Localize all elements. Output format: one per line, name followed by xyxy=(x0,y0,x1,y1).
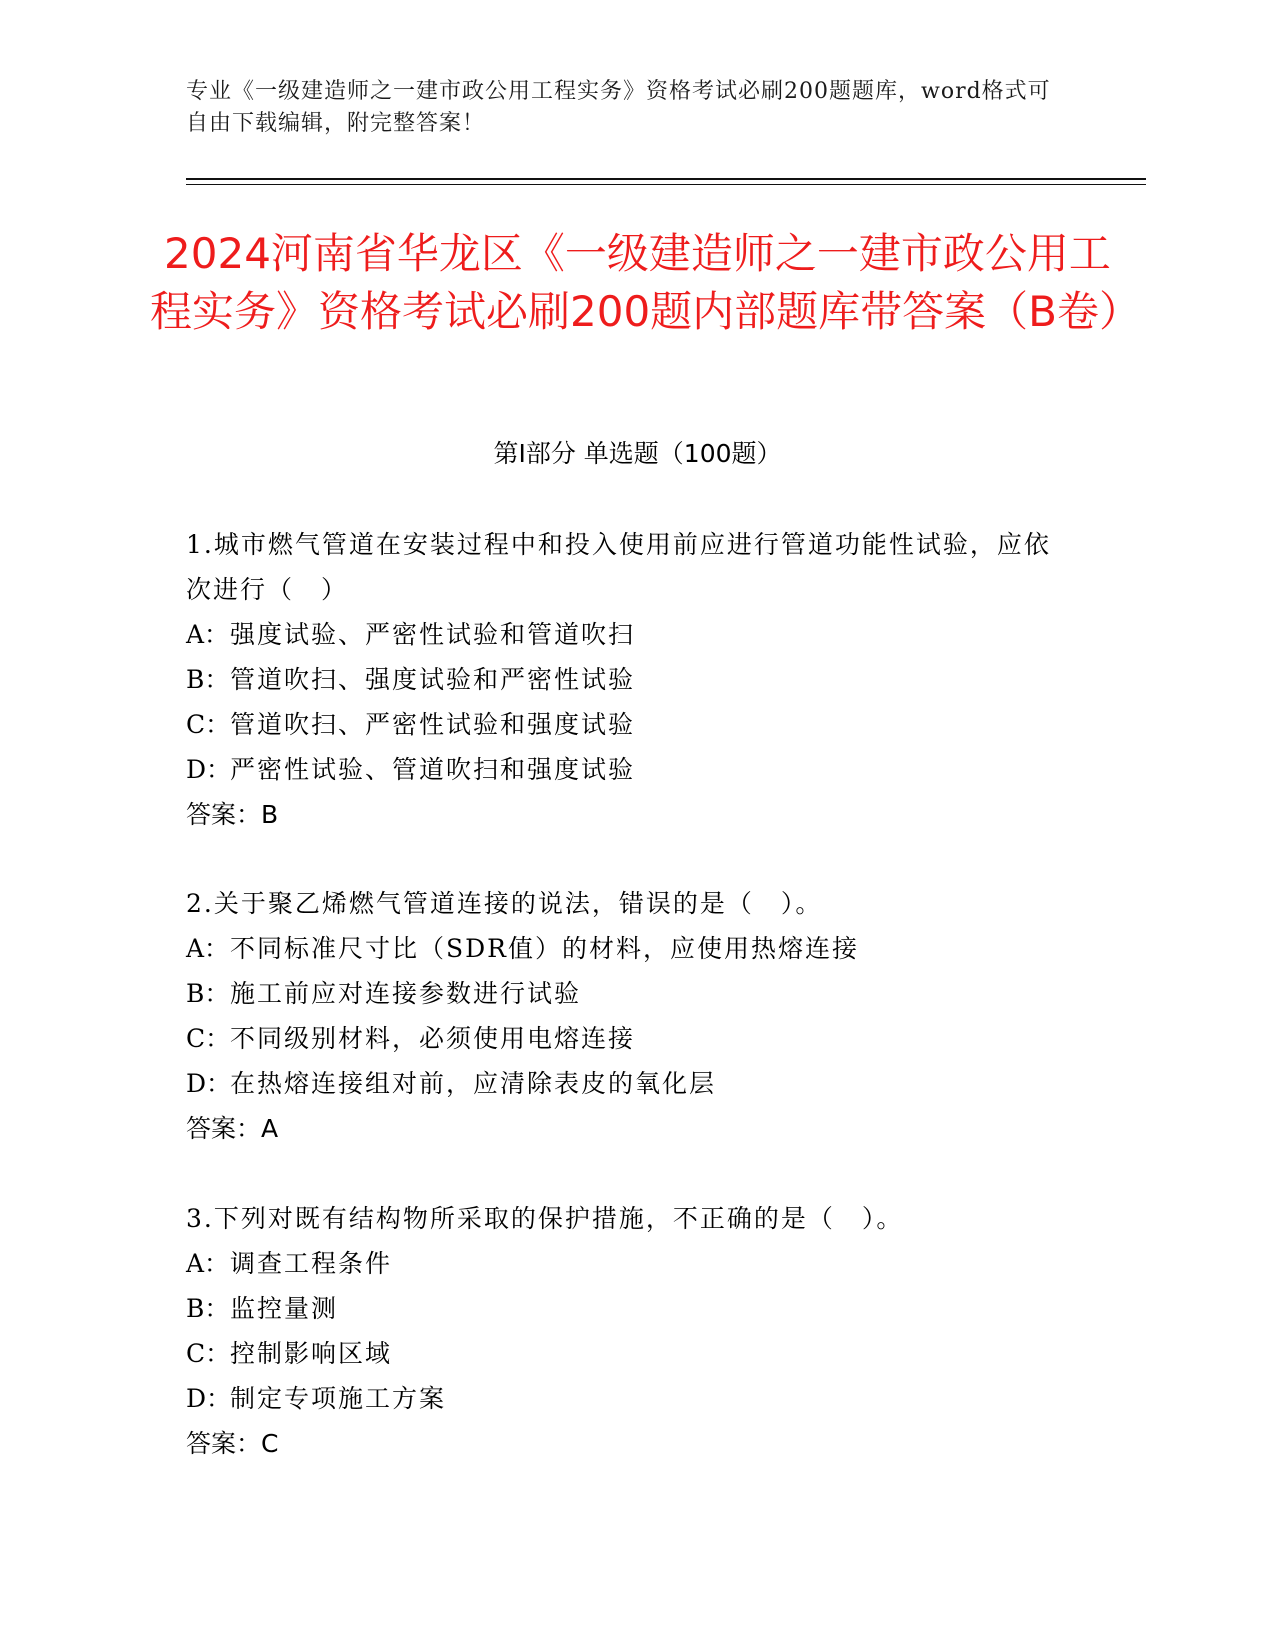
option-text: 严密性试验、管道吹扫和强度试验 xyxy=(230,755,636,784)
option-d xyxy=(186,747,1066,792)
option-key: C： xyxy=(186,710,231,739)
option-key: B： xyxy=(186,979,230,1008)
option-text: 制定专项施工方案 xyxy=(230,1384,447,1413)
option-text: 监控量测 xyxy=(230,1294,339,1323)
question-stem: 2.关于聚乙烯燃气管道连接的说法，错误的是（ ）。 xyxy=(186,889,823,918)
question-1 xyxy=(186,522,1066,837)
question-2 xyxy=(186,881,1066,1151)
option-text: 在热熔连接组对前，应清除表皮的氧化层 xyxy=(230,1069,717,1098)
answer-label: 答案： xyxy=(186,800,262,829)
option-c xyxy=(186,1016,1066,1061)
option-text: 调查工程条件 xyxy=(230,1249,393,1278)
question-stem: 1.城市燃气管道在安装过程中和投入使用前应进行管道功能性试验，应依次进行（ ） xyxy=(186,530,1051,604)
answer-label: 答案： xyxy=(186,1114,262,1143)
question-stem: 3.下列对既有结构物所采取的保护措施，不正确的是（ ）。 xyxy=(186,1204,904,1233)
option-key: A： xyxy=(186,934,230,963)
answer-line xyxy=(186,1421,1066,1466)
option-b xyxy=(186,657,1066,702)
option-a xyxy=(186,1241,1066,1286)
option-key: D： xyxy=(186,755,232,784)
option-c xyxy=(186,1331,1066,1376)
option-text: 管道吹扫、强度试验和严密性试验 xyxy=(230,665,636,694)
option-text: 施工前应对连接参数进行试验 xyxy=(230,979,582,1008)
section-heading: 第I部分 单选题（100题） xyxy=(493,439,782,468)
header-rule-thin xyxy=(186,184,1146,185)
option-key: C： xyxy=(186,1339,231,1368)
option-key: D： xyxy=(186,1384,232,1413)
option-b xyxy=(186,971,1066,1016)
option-d xyxy=(186,1061,1066,1106)
option-key: B： xyxy=(186,665,230,694)
answer-value: B xyxy=(261,800,279,829)
option-c xyxy=(186,702,1066,747)
option-d xyxy=(186,1376,1066,1421)
header-rule-thick xyxy=(186,178,1146,180)
option-text: 管道吹扫、严密性试验和强度试验 xyxy=(230,710,636,739)
option-text: 不同标准尺寸比（SDR值）的材料，应使用热熔连接 xyxy=(230,934,859,963)
option-key: A： xyxy=(186,620,230,649)
option-text: 强度试验、严密性试验和管道吹扫 xyxy=(230,620,636,649)
option-key: D： xyxy=(186,1069,232,1098)
option-text: 控制影响区域 xyxy=(230,1339,393,1368)
answer-line xyxy=(186,792,1066,837)
option-key: B： xyxy=(186,1294,230,1323)
question-3 xyxy=(186,1196,1066,1466)
option-a xyxy=(186,612,1066,657)
option-key: C： xyxy=(186,1024,231,1053)
answer-value: A xyxy=(261,1114,279,1143)
option-b xyxy=(186,1286,1066,1331)
header-note: 专业《一级建造师之一建市政公用工程实务》资格考试必刷200题题库，word格式可自由下载编辑，附完整答案！ xyxy=(186,79,1051,136)
option-text: 不同级别材料，必须使用电熔连接 xyxy=(230,1024,636,1053)
option-key: A： xyxy=(186,1249,230,1278)
answer-line xyxy=(186,1106,1066,1151)
document-title: 2024河南省华龙区《一级建造师之一建市政公用工程实务》资格考试必刷200题内部题库带答案（B卷） xyxy=(150,229,1141,336)
option-a xyxy=(186,926,1066,971)
answer-value: C xyxy=(261,1429,279,1458)
answer-label: 答案： xyxy=(186,1429,262,1458)
